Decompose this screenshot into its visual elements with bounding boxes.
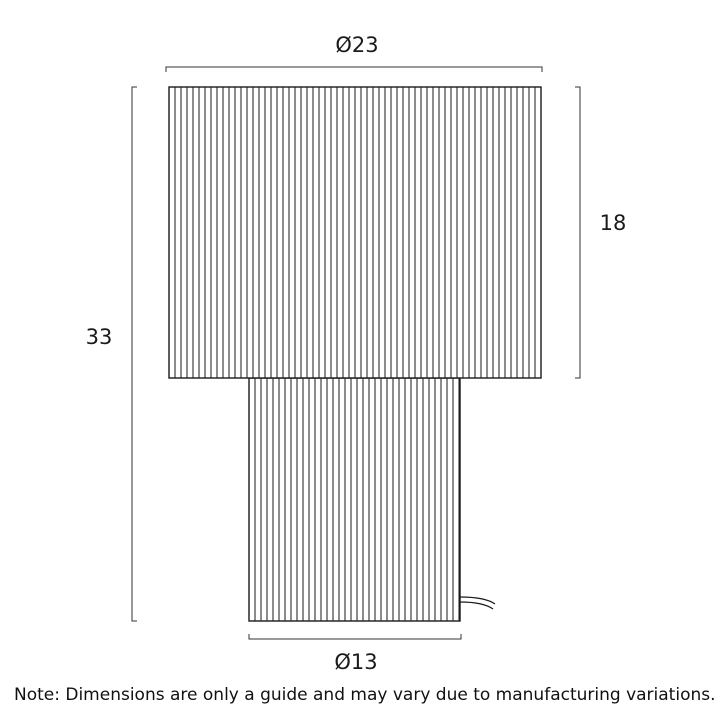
shade-diameter-bracket	[166, 67, 542, 72]
base-diameter-bracket	[249, 634, 461, 639]
lamp-base	[249, 378, 460, 621]
shade-diameter-dimension	[166, 33, 542, 72]
shade-diameter-label: Ø23	[335, 33, 379, 57]
dimensions-note: Note: Dimensions are only a guide and may vary due to manufacturing variations.	[14, 685, 716, 705]
total-height-bracket	[132, 87, 137, 621]
total-height-label: 33	[85, 325, 113, 349]
power-cord	[460, 597, 495, 609]
base-diameter-dimension	[249, 634, 461, 674]
lamp-shade-ribs	[175, 87, 535, 378]
lamp-shade	[169, 87, 541, 378]
base-diameter-label: Ø13	[334, 650, 378, 674]
shade-height-label: 18	[599, 211, 627, 235]
shade-height-bracket	[575, 87, 580, 378]
shade-height-dimension	[575, 87, 626, 378]
lamp-base-outline	[249, 378, 460, 621]
total-height-dimension	[86, 87, 137, 621]
